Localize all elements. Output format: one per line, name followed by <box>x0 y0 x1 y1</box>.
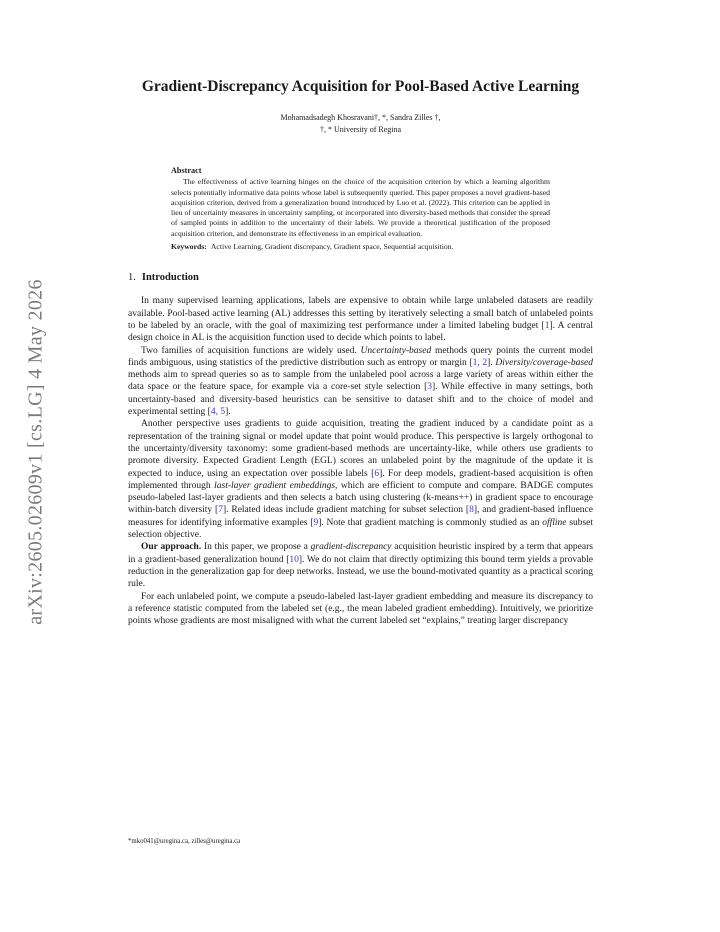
citation-link[interactable]: 4, 5 <box>210 407 226 418</box>
paper-page <box>128 78 593 627</box>
paragraph-4: Our approach. In this paper, we propose a gradient-discrepancy acquisition heuristic inspired by a term that appears in a gradient-based generalization bound [10]. We do not claim that directly optimizing this bound term yields a provable reduction in the generalization gap for deep networks. Instead, we use the bound-motivated quantity as a practical scoring rule. <box>128 542 593 590</box>
keywords-label: Keywords: <box>171 242 207 252</box>
our-approach-lead: Our approach. <box>141 542 202 553</box>
footnote: *mko041@uregina.ca, zilles@uregina.ca <box>128 838 241 845</box>
abstract-heading: Abstract <box>171 166 202 175</box>
citation-link[interactable]: 9 <box>313 517 319 528</box>
keywords <box>171 242 550 252</box>
citation-link[interactable]: 3 <box>427 382 432 393</box>
paragraph-2: Two families of acquisition functions are widely used. Uncertainty-based methods query points the current model finds ambiguous, using statistics of the predictive distribution such as entropy or margin [1, 2]. Diversity/coverage-based methods aim to spread queries so as to sample from the unlabeled pool across a large variety of areas within either the data space or the feature space, for example via a core-set style selection [3]. While effective in many settings, both uncertainty-based and diversity-based heuristics can be sensitive to dataset shift and to the choice of model and experimental setting [4, 5]. <box>128 345 593 418</box>
authors-line: Mohamadsadegh Khosravani†, *, Sandra Zilles †, <box>280 113 441 122</box>
paper-title: Gradient-Discrepancy Acquisition for Pool-Based Active Learning <box>141 78 580 95</box>
citation-link[interactable]: 1, 2 <box>472 357 488 368</box>
citation-link[interactable]: 1 <box>544 320 550 331</box>
citation-link[interactable]: 6 <box>374 468 380 479</box>
affiliation-line: †, * University of Regina <box>319 125 402 134</box>
paragraph-5: For each unlabeled point, we compute a pseudo-labeled last-layer gradient embedding and measure its discrepancy to a reference statistic computed from the labeled set (e.g., the mean labeled gradient embedding). Intuitively, we prioritize points whose gradients are most misaligned with what the current labeled set “explains,” treating larger discrepancy <box>128 591 593 627</box>
paragraph-3: Another perspective uses gradients to guide acquisition, treating the gradient induced by a candidate point as a representation of the training signal or model update that point would produce. This perspective is largely orthogonal to the uncertainty/diversity taxonomy: some gradient-based methods are uncertainty-like, while others use gradients to promote diversity. Expected Gradient Length (EGL) scores an unlabeled point by the magnitude of the update it is expected to induce, using an expectation over possible labels [6]. For deep models, gradient-based acquisition is often implemented through last-layer gradient embeddings, which are efficient to compute and compare. BADGE computes pseudo-labeled last-layer gradients and then selects a batch using clustering (k-means++) in gradient space to encourage within-batch diversity [7]. Related ideas include gradient matching for subset selection [8], and gradient-based influence measures for identifying informative examples [9]. Note that gradient matching is commonly studied as an offline subset selection objective. <box>128 419 594 541</box>
citation-link[interactable]: 10 <box>289 554 299 565</box>
abstract-text: The effectiveness of active learning hinges on the choice of the acquisition criterion by which a learning algorithm selects potentially informative data points whose label is subsequently queried. This paper proposes a novel gradient-based acquisition criterion, derived from a generalization bound introduced by Luo et al. (2022). This criterion can be applied in lieu of uncertainty measures in uncertainty sampling, or incorporated into diversity-based methods that consider the spread of sampled points in addition to the uncertainty of their labels. We provide a theoretical justification of the proposed acquisition criterion, and demonstrate its effectiveness in an empirical evaluation. <box>171 177 550 238</box>
citation-link[interactable]: 8 <box>469 505 474 516</box>
author-block <box>128 112 593 136</box>
arxiv-identifier: arXiv:2605.02609v1 [cs.LG] 4 May 2026 <box>24 279 47 625</box>
paragraph-1: In many supervised learning applications, labels are expensive to obtain while large unlabeled datasets are readily available. Pool-based active learning (AL) addresses this setting by iteratively selecting a small batch of unlabeled points to be labeled by an oracle, with the goal of maximizing test performance under a limited labeling budget [1]. A central design choice in AL is the acquisition function used to decide which points to label. <box>128 296 593 344</box>
section-heading-introduction: 1. Introduction <box>128 272 199 284</box>
citation-link[interactable]: 7 <box>218 505 223 516</box>
keywords-text: Active Learning, Gradient discrepancy, Gradient space, Sequential acquisition. <box>210 242 454 252</box>
abstract <box>171 166 550 252</box>
introduction-body <box>128 295 593 627</box>
